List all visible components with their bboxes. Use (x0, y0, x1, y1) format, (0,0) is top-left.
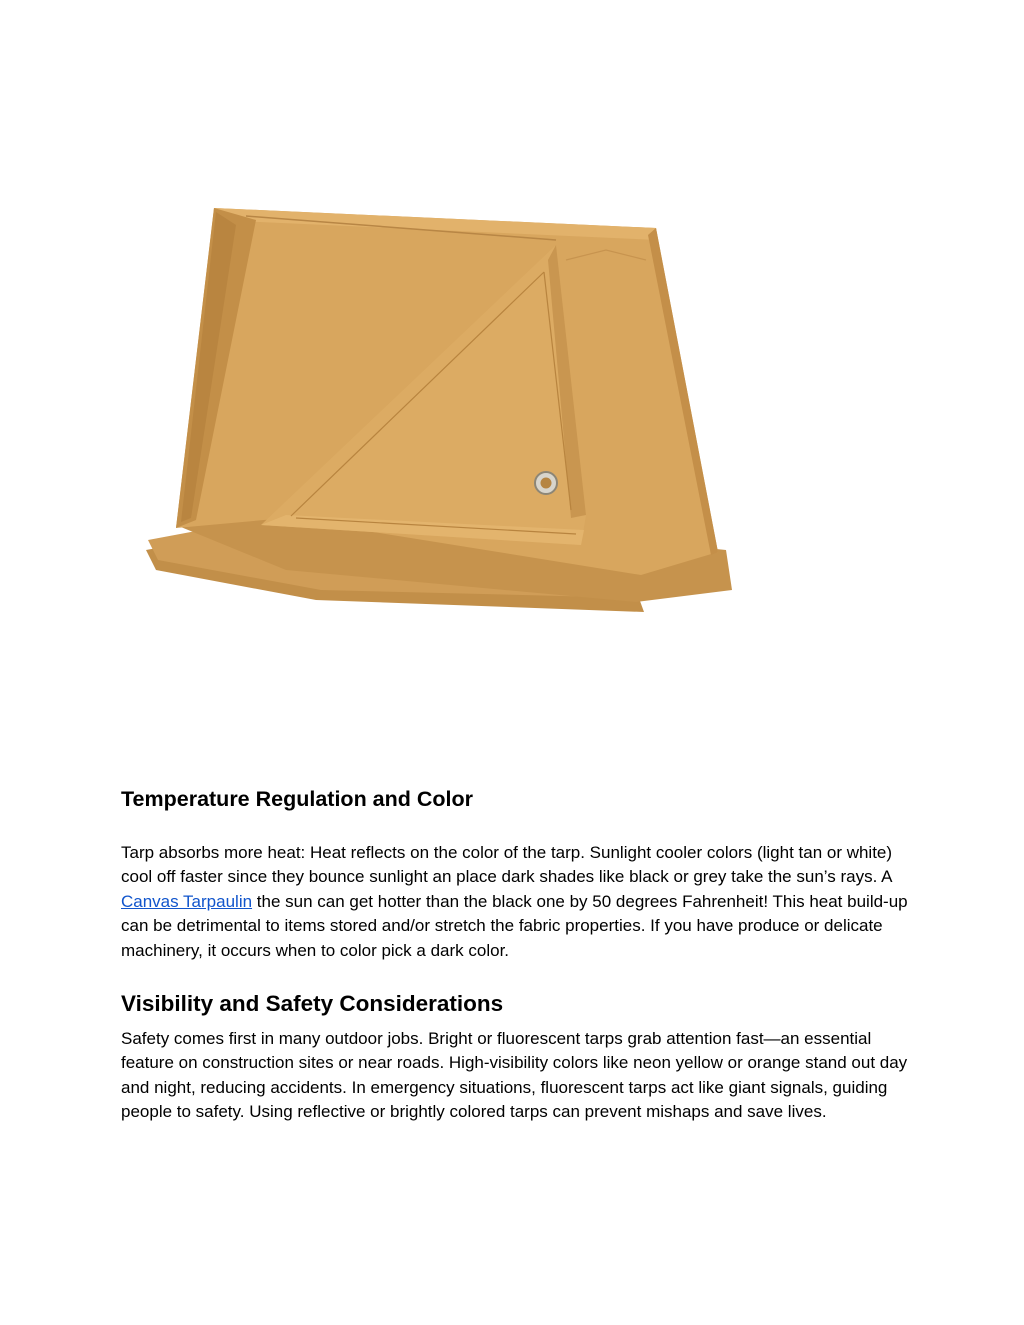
temperature-text-after-link: the sun can get hotter than the black one by 50 degrees Fahrenheit! This heat build-up can be detrimental to items stored and/or stretch the fabric properties. If you have produce or delicate machinery, it occurs when to color pick a dark color. (121, 891, 908, 960)
visibility-paragraph: Safety comes first in many outdoor jobs. Bright or fluorescent tarps grab attention fast—an essential feature on construction sites or near roads. High-visibility colors like neon yellow or orange stand out day and night, reducing accidents. In emergency situations, fluorescent tarps act like giant signals, guiding people to safety. Using reflective or brightly colored tarps can prevent mishaps and save lives. (121, 1029, 908, 1122)
section-heading-temperature: Temperature Regulation and Color (121, 787, 473, 811)
section-heading-visibility: Visibility and Safety Considerations (121, 991, 504, 1016)
folded-canvas-tarp-image (136, 200, 736, 630)
temperature-paragraph (121, 841, 921, 963)
temperature-text-before-link: Tarp absorbs more heat: Heat reflects on the color of the tarp. Sunlight cooler colors (light tan or white) cool off faster since they bounce sunlight an place dark shades like black or grey take the sun’s rays. A (121, 843, 893, 887)
canvas-tarpaulin-link[interactable]: Canvas Tarpaulin (121, 891, 253, 911)
